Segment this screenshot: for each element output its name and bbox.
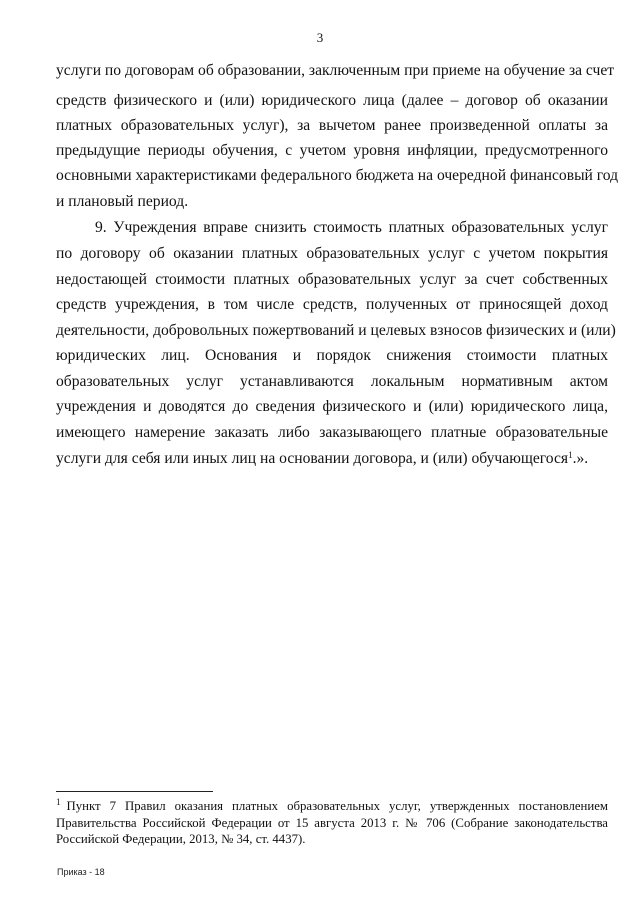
closing-punctuation: .». bbox=[572, 450, 589, 467]
body-text: услуги для себя или иных лиц на основании договора, и (или) обучающегося bbox=[56, 450, 569, 467]
body-text-line: учреждения и доводятся до сведения физического и (или) юридического лица, bbox=[56, 398, 608, 415]
footnote-line: Российской Федерации, 2013, № 34, ст. 4437). bbox=[56, 832, 306, 846]
body-text-line: по договору об оказании платных образовательных услуг с учетом покрытия bbox=[56, 245, 608, 262]
body-text-line: и плановый период. bbox=[56, 193, 189, 210]
footnote-line bbox=[56, 798, 608, 814]
footnote-reference[interactable]: 1 bbox=[568, 450, 573, 460]
body-text-line-last bbox=[56, 449, 608, 469]
body-text-line: образовательных услуг устанавливаются локальным нормативным актом bbox=[56, 373, 608, 390]
body-text-line: юридических лиц. Основания и порядок снижения стоимости платных bbox=[56, 347, 608, 364]
body-text-line: деятельности, добровольных пожертвований и целевых взносов физических и (или) bbox=[56, 322, 616, 339]
footnote-marker: 1 bbox=[56, 797, 61, 807]
body-text-line: средств учреждения, в том числе средств, полученных от приносящей доход bbox=[56, 296, 608, 313]
body-text-line: услуги по договорам об образовании, заключенным при приеме на обучение за счет bbox=[56, 62, 615, 79]
document-label: Приказ - 18 bbox=[57, 867, 105, 877]
body-text-line: предыдущие периоды обучения, с учетом уровня инфляции, предусмотренного bbox=[56, 142, 608, 159]
body-text-line: основными характеристиками федерального бюджета на очередной финансовый год bbox=[56, 167, 619, 184]
footnote-text: Пункт 7 Правил оказания платных образовательных услуг, утвержденных постановлением bbox=[66, 799, 608, 813]
footnote-separator bbox=[56, 791, 213, 792]
paragraph-9-first-line: 9. Учреждения вправе снизить стоимость платных образовательных услуг bbox=[95, 219, 608, 236]
footnote-line: Правительства Российской Федерации от 15 августа 2013 г. № 706 (Собрание законодательства bbox=[56, 816, 608, 830]
page-number: 3 bbox=[316, 30, 324, 45]
body-text-line: средств физического и (или) юридического лица (далее – договор об оказании bbox=[56, 92, 608, 109]
body-text-line: платных образовательных услуг), за вычетом ранее произведенной оплаты за bbox=[56, 117, 608, 134]
body-text-line: недостающей стоимости платных образовательных услуг за счет собственных bbox=[56, 271, 608, 288]
body-text-line: имеющего намерение заказать либо заказывающего платные образовательные bbox=[56, 424, 608, 441]
